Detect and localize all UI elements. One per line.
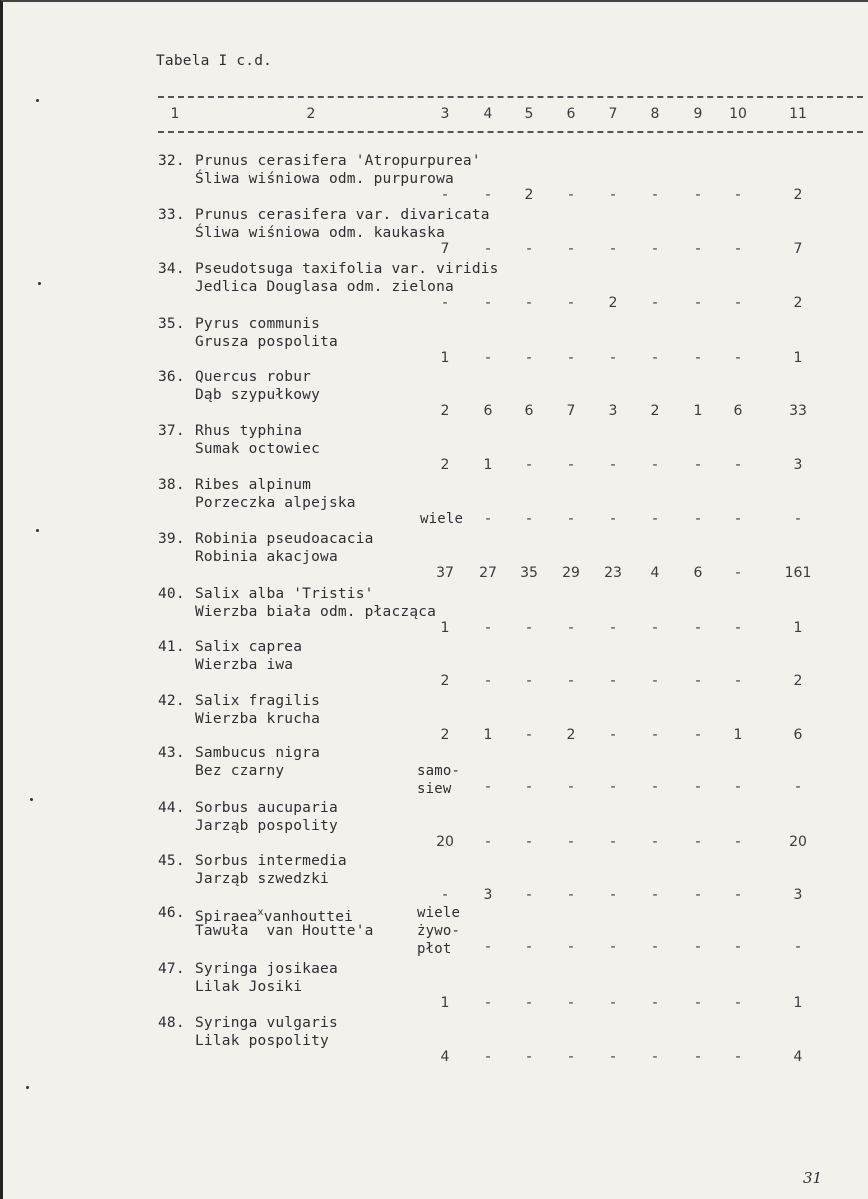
cell-value: - <box>735 350 741 366</box>
cell-value: 2 <box>650 403 660 419</box>
cell-value: - <box>485 295 491 311</box>
cell-value: 2 <box>524 187 534 203</box>
cell-value: - <box>568 995 574 1011</box>
entry-number: 43. <box>158 745 185 761</box>
cell-value: - <box>485 995 491 1011</box>
cell-value: - <box>610 727 616 743</box>
header-col-11: 11 <box>789 106 807 122</box>
header-col-3: 3 <box>440 106 450 122</box>
cell-text-value: wiele żywo- płot <box>417 905 461 957</box>
cell-value: 2 <box>566 727 576 743</box>
cell-value: - <box>695 834 701 850</box>
header-bottom-rule <box>158 131 863 133</box>
polish-name: Sumak octowiec <box>195 441 321 457</box>
entry-number: 38. <box>158 477 185 493</box>
cell-value: 1 <box>483 727 493 743</box>
cell-value: - <box>526 887 532 903</box>
margin-mark <box>36 529 39 532</box>
cell-value: - <box>735 295 741 311</box>
cell-value: - <box>652 350 658 366</box>
cell-value: - <box>695 1049 701 1065</box>
cell-value: - <box>568 350 574 366</box>
cell-value: - <box>652 673 658 689</box>
cell-value: - <box>442 887 448 903</box>
cell-value: - <box>695 295 701 311</box>
cell-value: 4 <box>440 1049 450 1065</box>
latin-name: Robinia pseudoacacia <box>195 531 374 547</box>
polish-name: Lilak pospolity <box>195 1033 329 1049</box>
polish-name: Porzeczka alpejska <box>195 495 356 511</box>
margin-mark <box>30 798 33 801</box>
cell-value: - <box>795 939 801 955</box>
latin-name: Ribes alpinum <box>195 477 312 493</box>
entry-number: 40. <box>158 586 185 602</box>
latin-name: Pyrus communis <box>195 316 321 332</box>
cell-value: - <box>526 1049 532 1065</box>
cell-value: - <box>652 511 658 527</box>
polish-name: Robinia akacjowa <box>195 549 338 565</box>
latin-name-part: Spiraea <box>195 908 258 925</box>
cell-value: 1 <box>733 727 743 743</box>
entry-number: 41. <box>158 639 185 655</box>
cell-value: 3 <box>483 887 493 903</box>
cell-value: 2 <box>440 457 450 473</box>
cell-value: - <box>610 241 616 257</box>
cell-value: - <box>652 995 658 1011</box>
cell-value: - <box>695 620 701 636</box>
cell-value: - <box>526 939 532 955</box>
cell-value: 20 <box>789 834 807 850</box>
cell-value: - <box>652 457 658 473</box>
cell-value: - <box>652 727 658 743</box>
cell-value: 20 <box>436 834 454 850</box>
cell-value: - <box>485 779 491 795</box>
entry-number: 35. <box>158 316 185 332</box>
cell-value: - <box>795 779 801 795</box>
cell-value: 161 <box>784 565 812 581</box>
header-col-2: 2 <box>306 106 316 122</box>
cell-value: 6 <box>733 403 743 419</box>
cell-value: - <box>485 511 491 527</box>
latin-name: Quercus robur <box>195 369 312 385</box>
cell-value: - <box>526 834 532 850</box>
latin-name: Prunus cerasifera 'Atropurpurea' <box>195 153 481 169</box>
latin-name: Sorbus intermedia <box>195 853 347 869</box>
cell-value: 29 <box>562 565 580 581</box>
cell-value: - <box>526 779 532 795</box>
cell-value: - <box>695 457 701 473</box>
cell-value: - <box>568 779 574 795</box>
latin-name: Prunus cerasifera var. divaricata <box>195 207 490 223</box>
cell-value: 1 <box>793 620 803 636</box>
cell-value: - <box>695 939 701 955</box>
cell-value: - <box>526 350 532 366</box>
latin-name: Rhus typhina <box>195 423 303 439</box>
cell-value: - <box>442 187 448 203</box>
cell-value: 37 <box>436 565 454 581</box>
cell-value: - <box>526 295 532 311</box>
latin-name: Salix caprea <box>195 639 303 655</box>
cell-value: - <box>526 727 532 743</box>
cell-value: - <box>485 620 491 636</box>
cell-value: 1 <box>483 457 493 473</box>
entry-number: 32. <box>158 153 185 169</box>
cell-value: - <box>485 1049 491 1065</box>
cell-value: - <box>526 511 532 527</box>
entry-number: 46. <box>158 905 185 921</box>
cell-value: - <box>610 1049 616 1065</box>
cell-value: - <box>652 939 658 955</box>
table-title: Tabela I c.d. <box>156 53 273 69</box>
cell-value: - <box>485 350 491 366</box>
cell-value: 4 <box>793 1049 803 1065</box>
cell-value: - <box>652 887 658 903</box>
polish-name: Wierzba iwa <box>195 657 294 673</box>
header-col-9: 9 <box>693 106 703 122</box>
cell-value: - <box>795 511 801 527</box>
cell-value: 1 <box>440 350 450 366</box>
cell-value: 2 <box>793 187 803 203</box>
polish-name: Tawuła van Houtte'a <box>195 923 374 939</box>
cell-value: - <box>526 995 532 1011</box>
cell-value: 35 <box>520 565 538 581</box>
cell-value: - <box>695 673 701 689</box>
latin-name: Syringa vulgaris <box>195 1015 338 1031</box>
cell-value: - <box>568 620 574 636</box>
header-col-4: 4 <box>483 106 493 122</box>
cell-value: 1 <box>693 403 703 419</box>
cell-value: - <box>652 187 658 203</box>
polish-name: Jarząb pospolity <box>195 818 338 834</box>
cell-value: - <box>568 939 574 955</box>
cell-value: - <box>568 834 574 850</box>
cell-value: - <box>568 295 574 311</box>
cell-value: - <box>735 620 741 636</box>
cell-value: - <box>568 887 574 903</box>
entry-number: 42. <box>158 693 185 709</box>
cell-value: - <box>610 350 616 366</box>
cell-value: - <box>526 620 532 636</box>
latin-name-rest: vanhouttei <box>263 908 354 925</box>
cell-value: - <box>568 673 574 689</box>
polish-name: Dąb szypułkowy <box>195 387 321 403</box>
cell-value: 23 <box>604 565 622 581</box>
cell-value: 3 <box>793 887 803 903</box>
cell-text-value: wiele <box>420 511 464 527</box>
cell-value: - <box>526 673 532 689</box>
cell-value: - <box>610 511 616 527</box>
hybrid-mark: x <box>257 907 264 918</box>
latin-name: Sambucus nigra <box>195 745 321 761</box>
cell-value: - <box>652 834 658 850</box>
polish-name: Jedlica Douglasa odm. zielona <box>195 279 454 295</box>
cell-value: - <box>652 1049 658 1065</box>
margin-mark <box>36 99 39 102</box>
margin-mark <box>26 1086 29 1089</box>
latin-name: Syringa josikaea <box>195 961 338 977</box>
cell-value: - <box>735 565 741 581</box>
cell-value: - <box>735 673 741 689</box>
cell-value: 7 <box>566 403 576 419</box>
polish-name: Jarząb szwedzki <box>195 871 329 887</box>
cell-value: - <box>735 187 741 203</box>
cell-value: - <box>695 511 701 527</box>
cell-value: - <box>652 779 658 795</box>
cell-value: - <box>695 995 701 1011</box>
polish-name: Grusza pospolita <box>195 334 338 350</box>
cell-value: - <box>610 779 616 795</box>
cell-value: 3 <box>793 457 803 473</box>
cell-value: 2 <box>440 727 450 743</box>
entry-number: 39. <box>158 531 185 547</box>
cell-value: - <box>610 887 616 903</box>
cell-value: - <box>695 887 701 903</box>
cell-value: - <box>695 727 701 743</box>
latin-name: Salix fragilis <box>195 693 321 709</box>
cell-value: - <box>610 187 616 203</box>
cell-value: - <box>526 241 532 257</box>
cell-value: - <box>695 779 701 795</box>
cell-value: - <box>485 241 491 257</box>
cell-value: 1 <box>440 620 450 636</box>
cell-value: - <box>695 241 701 257</box>
cell-value: - <box>735 511 741 527</box>
entry-number: 47. <box>158 961 185 977</box>
cell-value: - <box>485 834 491 850</box>
cell-value: - <box>735 241 741 257</box>
cell-value: 1 <box>793 995 803 1011</box>
cell-value: 6 <box>793 727 803 743</box>
cell-value: - <box>735 939 741 955</box>
cell-value: - <box>526 457 532 473</box>
cell-value: 7 <box>440 241 450 257</box>
cell-value: 6 <box>693 565 703 581</box>
latin-name: Sorbus aucuparia <box>195 800 338 816</box>
entry-number: 33. <box>158 207 185 223</box>
polish-name: Wierzba krucha <box>195 711 321 727</box>
cell-value: - <box>610 834 616 850</box>
cell-value: - <box>610 673 616 689</box>
cell-value: - <box>735 887 741 903</box>
entry-number: 36. <box>158 369 185 385</box>
cell-value: 2 <box>608 295 618 311</box>
cell-value: - <box>568 457 574 473</box>
header-col-7: 7 <box>608 106 618 122</box>
cell-value: - <box>568 241 574 257</box>
header-top-rule <box>158 96 863 98</box>
cell-value: - <box>568 511 574 527</box>
cell-value: 2 <box>440 403 450 419</box>
cell-value: 2 <box>793 673 803 689</box>
latin-name: Salix alba 'Tristis' <box>195 586 374 602</box>
cell-value: - <box>568 1049 574 1065</box>
header-col-5: 5 <box>524 106 534 122</box>
cell-value: 6 <box>524 403 534 419</box>
cell-value: - <box>735 779 741 795</box>
cell-value: - <box>610 939 616 955</box>
polish-name: Lilak Josiki <box>195 979 303 995</box>
cell-value: - <box>610 620 616 636</box>
cell-value: 27 <box>479 565 497 581</box>
margin-mark <box>38 282 41 285</box>
cell-value: - <box>735 995 741 1011</box>
entry-number: 37. <box>158 423 185 439</box>
polish-name: Śliwa wiśniowa odm. purpurowa <box>195 171 454 187</box>
entry-number: 34. <box>158 261 185 277</box>
cell-value: 6 <box>483 403 493 419</box>
cell-value: 1 <box>440 995 450 1011</box>
cell-value: - <box>610 457 616 473</box>
cell-value: 2 <box>793 295 803 311</box>
cell-value: - <box>442 295 448 311</box>
cell-value: - <box>652 295 658 311</box>
polish-name: Wierzba biała odm. płacząca <box>195 604 437 620</box>
cell-value: - <box>735 834 741 850</box>
cell-value: - <box>485 673 491 689</box>
cell-value: - <box>485 187 491 203</box>
header-col-6: 6 <box>566 106 576 122</box>
cell-value: 1 <box>793 350 803 366</box>
polish-name: Bez czarny <box>195 763 285 779</box>
header-col-1: 1 <box>170 106 180 122</box>
latin-name: Pseudotsuga taxifolia var. viridis <box>195 261 499 277</box>
cell-value: 2 <box>440 673 450 689</box>
cell-value: - <box>652 241 658 257</box>
cell-value: - <box>568 187 574 203</box>
cell-value: - <box>485 939 491 955</box>
cell-value: - <box>695 350 701 366</box>
page-number: 31 <box>803 1169 823 1187</box>
header-col-10: 10 <box>729 106 747 122</box>
polish-name: Śliwa wiśniowa odm. kaukaska <box>195 225 446 241</box>
cell-value: 7 <box>793 241 803 257</box>
cell-value: 33 <box>789 403 807 419</box>
cell-value: - <box>695 187 701 203</box>
cell-value: - <box>610 995 616 1011</box>
cell-value: - <box>735 1049 741 1065</box>
cell-text-value: samo- siew <box>417 763 461 797</box>
entry-number: 48. <box>158 1015 185 1031</box>
cell-value: 3 <box>608 403 618 419</box>
entry-number: 45. <box>158 853 185 869</box>
entry-number: 44. <box>158 800 185 816</box>
cell-value: - <box>735 457 741 473</box>
header-col-8: 8 <box>650 106 660 122</box>
cell-value: - <box>652 620 658 636</box>
cell-value: 4 <box>650 565 660 581</box>
